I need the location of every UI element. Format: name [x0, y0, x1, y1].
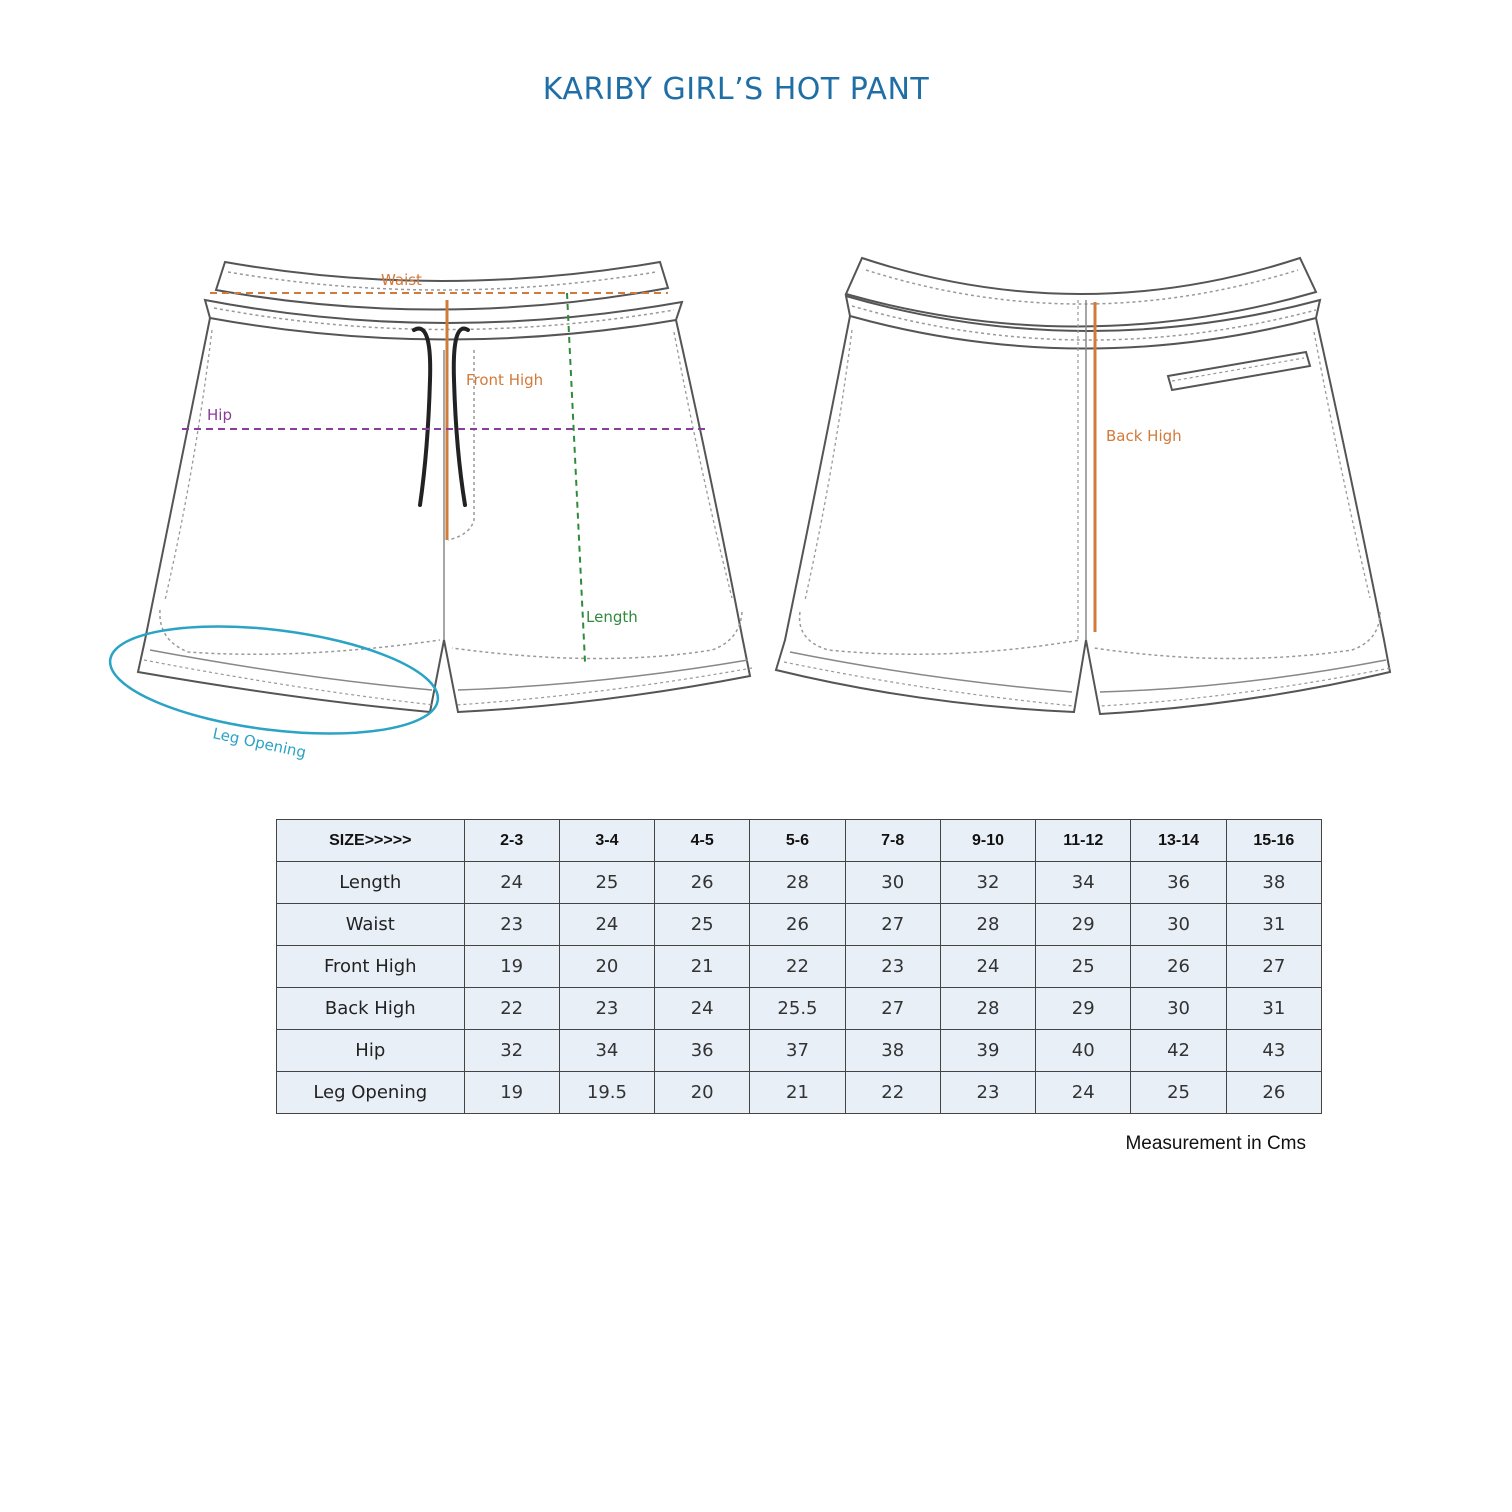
- size-header-label: SIZE>>>>>: [277, 820, 465, 862]
- page-title: KARIBY GIRL’S HOT PANT: [542, 72, 930, 107]
- table-cell: 19.5: [559, 1072, 654, 1114]
- table-cell: 22: [845, 1072, 940, 1114]
- table-cell: 27: [845, 904, 940, 946]
- leg-opening-measure-ring: [104, 610, 444, 749]
- table-cell: 30: [1131, 988, 1226, 1030]
- table-cell: 36: [655, 1030, 750, 1072]
- size-column-header: 4-5: [655, 820, 750, 862]
- front-view: [138, 262, 752, 712]
- size-column-header: 7-8: [845, 820, 940, 862]
- table-cell: 28: [940, 988, 1035, 1030]
- table-cell: 25: [1131, 1072, 1226, 1114]
- waist-label: Waist: [381, 271, 422, 289]
- table-row: [277, 1072, 1322, 1114]
- back-welt-pocket: [1168, 352, 1310, 390]
- length-measure-line: [567, 293, 585, 662]
- table-cell: 26: [1226, 1072, 1321, 1114]
- size-column-header: 15-16: [1226, 820, 1321, 862]
- size-column-header: 5-6: [750, 820, 845, 862]
- table-cell: 30: [1131, 904, 1226, 946]
- table-cell: 26: [655, 862, 750, 904]
- table-cell: 25: [655, 904, 750, 946]
- table-cell: 29: [1036, 904, 1131, 946]
- table-cell: 22: [464, 988, 559, 1030]
- table-cell: 30: [845, 862, 940, 904]
- table-cell: 24: [464, 862, 559, 904]
- table-cell: 24: [940, 946, 1035, 988]
- row-label: Front High: [277, 946, 465, 988]
- back-body-outline: [776, 316, 1390, 714]
- back-high-label: Back High: [1106, 427, 1182, 445]
- table-cell: 24: [559, 904, 654, 946]
- table-cell: 25: [559, 862, 654, 904]
- measurement-unit-note: Measurement in Cms: [1125, 1133, 1306, 1154]
- table-cell: 28: [750, 862, 845, 904]
- size-header-row: [277, 820, 1322, 862]
- size-chart-table: [276, 819, 1322, 1114]
- size-column-header: 3-4: [559, 820, 654, 862]
- table-cell: 27: [845, 988, 940, 1030]
- size-column-header: 11-12: [1036, 820, 1131, 862]
- table-cell: 32: [940, 862, 1035, 904]
- length-label: Length: [586, 608, 638, 626]
- table-cell: 40: [1036, 1030, 1131, 1072]
- table-cell: 36: [1131, 862, 1226, 904]
- table-cell: 26: [750, 904, 845, 946]
- table-cell: 24: [1036, 1072, 1131, 1114]
- row-label: Waist: [277, 904, 465, 946]
- table-cell: 23: [940, 1072, 1035, 1114]
- table-cell: 34: [1036, 862, 1131, 904]
- table-cell: 31: [1226, 904, 1321, 946]
- size-column-header: 13-14: [1131, 820, 1226, 862]
- front-waistband: [216, 262, 668, 310]
- table-cell: 29: [1036, 988, 1131, 1030]
- table-cell: 23: [559, 988, 654, 1030]
- table-cell: 25.5: [750, 988, 845, 1030]
- table-cell: 21: [750, 1072, 845, 1114]
- table-cell: 23: [845, 946, 940, 988]
- table-cell: 43: [1226, 1030, 1321, 1072]
- table-row: [277, 988, 1322, 1030]
- front-high-label: Front High: [466, 371, 544, 389]
- table-row: [277, 946, 1322, 988]
- table-cell: 31: [1226, 988, 1321, 1030]
- table-cell: 23: [464, 904, 559, 946]
- table-cell: 28: [940, 904, 1035, 946]
- table-cell: 37: [750, 1030, 845, 1072]
- table-cell: 32: [464, 1030, 559, 1072]
- table-cell: 27: [1226, 946, 1321, 988]
- table-cell: 39: [940, 1030, 1035, 1072]
- drawstring: [414, 329, 468, 505]
- table-cell: 21: [655, 946, 750, 988]
- row-label: Leg Opening: [277, 1072, 465, 1114]
- table-cell: 19: [464, 946, 559, 988]
- table-row: [277, 862, 1322, 904]
- leg-opening-label: Leg Opening: [211, 724, 308, 762]
- back-view: [776, 258, 1390, 714]
- table-cell: 24: [655, 988, 750, 1030]
- table-cell: 38: [1226, 862, 1321, 904]
- table-cell: 22: [750, 946, 845, 988]
- size-column-header: 2-3: [464, 820, 559, 862]
- table-row: [277, 904, 1322, 946]
- hip-label: Hip: [207, 406, 232, 424]
- row-label: Length: [277, 862, 465, 904]
- table-cell: 34: [559, 1030, 654, 1072]
- size-column-header: 9-10: [940, 820, 1035, 862]
- table-cell: 42: [1131, 1030, 1226, 1072]
- table-cell: 38: [845, 1030, 940, 1072]
- table-cell: 25: [1036, 946, 1131, 988]
- row-label: Hip: [277, 1030, 465, 1072]
- table-row: [277, 1030, 1322, 1072]
- table-cell: 19: [464, 1072, 559, 1114]
- table-cell: 20: [559, 946, 654, 988]
- table-cell: 20: [655, 1072, 750, 1114]
- row-label: Back High: [277, 988, 465, 1030]
- table-cell: 26: [1131, 946, 1226, 988]
